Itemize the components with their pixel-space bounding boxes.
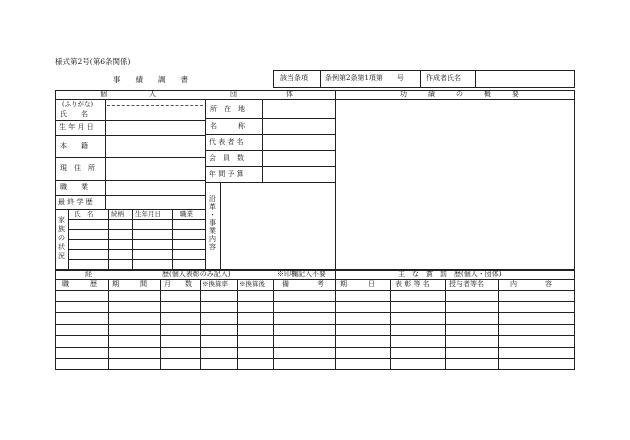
group-location-label: 所 在 地 xyxy=(210,105,245,113)
group-name-label: 名 称 xyxy=(210,122,245,130)
history-label-3: ・ xyxy=(209,211,216,219)
form-title: 事 績 調 書 xyxy=(113,75,188,84)
history-label-1: 沿 xyxy=(209,195,216,203)
birthdate-label: 生 年 月 日 xyxy=(59,123,94,131)
clause-box xyxy=(273,70,575,88)
awards-col-name: 表 彰 等 名 xyxy=(395,280,430,288)
career-col-period: 期 間 xyxy=(112,280,147,288)
name-label: 氏 名 xyxy=(60,110,88,118)
family-label-5: 況 xyxy=(58,252,65,260)
career-col-history: 職 歴 xyxy=(62,280,97,288)
table-row xyxy=(55,358,575,359)
table-row xyxy=(55,312,575,313)
family-col-occupation: 職業 xyxy=(180,210,193,218)
form-number: 様式第2号(第6条関係) xyxy=(55,57,131,66)
education-label: 最 終 学 歴 xyxy=(58,198,93,206)
section-group: 団 体 xyxy=(230,90,293,98)
family-label-1: 家 xyxy=(58,216,65,224)
domicile-label: 本 籍 xyxy=(60,142,88,150)
career-col-remarks: 備 考 xyxy=(282,280,324,288)
members-label: 会 員 数 xyxy=(209,154,244,162)
history-label-6: 内 xyxy=(209,235,216,243)
section-personal: 個 人 xyxy=(100,90,156,98)
family-col-name: 氏 名 xyxy=(74,210,94,218)
author-label: 作成者氏名 xyxy=(426,74,461,82)
table-row xyxy=(55,301,575,302)
career-col-converted: ※換算後 xyxy=(239,280,265,288)
history-label-5: 業 xyxy=(209,227,216,235)
occupation-label: 職 業 xyxy=(60,183,88,191)
table-row xyxy=(55,347,575,348)
career-note: ※印欄記入不要 xyxy=(277,270,326,278)
address-label: 現 住 所 xyxy=(60,164,95,172)
furigana-label: (ふりがな) xyxy=(62,100,94,108)
history-label-4: 事 xyxy=(209,219,216,227)
career-title: 経 歴(個人表彰のみ記入) xyxy=(85,270,231,278)
history-label-7: 容 xyxy=(209,243,216,251)
awards-col-content: 内 容 xyxy=(510,280,552,288)
awards-col-grantor: 授与者等名 xyxy=(449,280,484,288)
family-col-relation: 続柄 xyxy=(111,210,124,218)
clause-label: 該当条項 xyxy=(280,74,308,82)
family-label-3: の xyxy=(58,234,65,242)
history-label-2: 革 xyxy=(209,203,216,211)
table-row xyxy=(55,324,575,325)
awards-title: 主 な 賞 罰 歴(個人・団体) xyxy=(398,270,502,278)
career-col-months: 月 数 xyxy=(164,280,192,288)
family-col-birthdate: 生年月日 xyxy=(135,210,161,218)
clause-value: 条例第2条第1項第 号 xyxy=(325,74,404,82)
awards-col-date: 期 日 xyxy=(340,280,375,288)
family-label-2: 族 xyxy=(58,225,65,233)
budget-label: 年 間 予 算 xyxy=(209,170,244,178)
representative-label: 代 表 者 名 xyxy=(209,138,244,146)
career-col-rate: ※換算率 xyxy=(202,280,228,288)
section-achievements: 功 績 の 概 要 xyxy=(400,90,519,98)
table-row xyxy=(55,335,575,336)
family-label-4: 状 xyxy=(58,243,65,251)
